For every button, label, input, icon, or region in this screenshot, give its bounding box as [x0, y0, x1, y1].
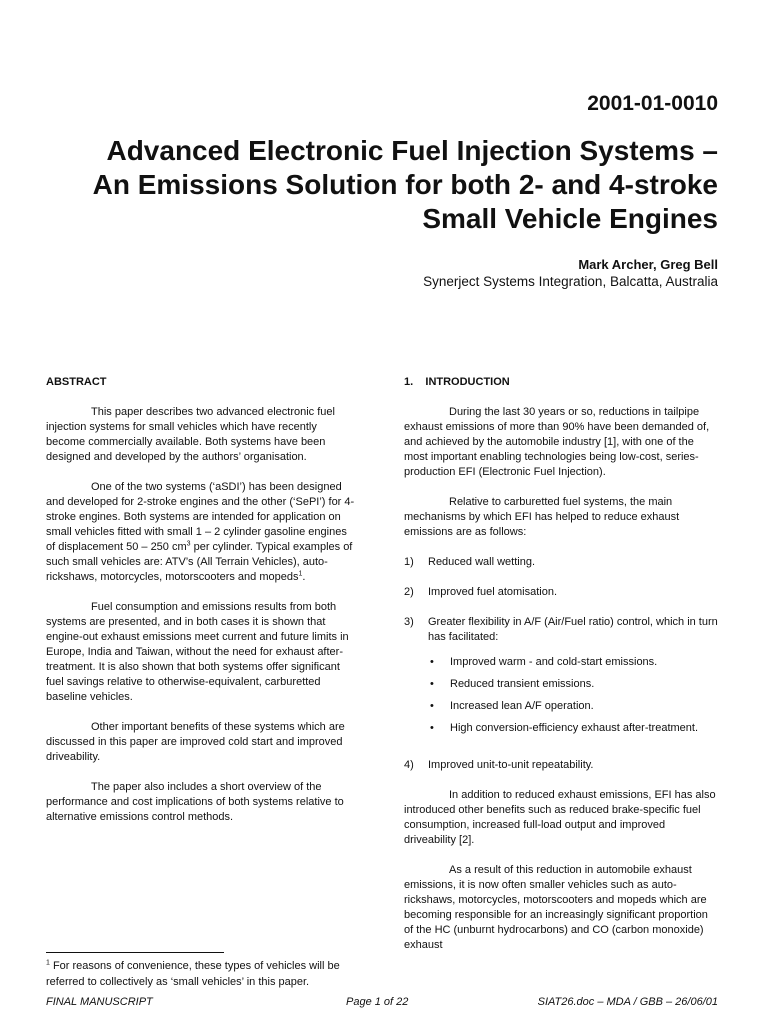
authors: Mark Archer, Greg Bell	[578, 257, 718, 272]
list-item-text: Greater flexibility in A/F (Air/Fuel ratio) control, which in turn has facilitated:	[428, 616, 718, 643]
abstract-paragraph-4: Other important benefits of these systems which are discussed in this paper are improved cold start and improved driveability.	[46, 721, 345, 763]
bullet-text: Improved warm - and cold-start emissions.	[450, 656, 658, 668]
bullet-text: High conversion-efficiency exhaust after-treatment.	[450, 722, 699, 734]
abstract-heading: ABSTRACT	[46, 376, 107, 388]
bullet-icon: •	[430, 700, 434, 712]
bullet-icon: •	[430, 656, 434, 668]
left-column	[46, 375, 356, 840]
abstract-paragraph-1: This paper describes two advanced electronic fuel injection systems for small vehicles which have recently become commercially available. Both systems have been designed and developed by the authors’ organisation.	[46, 406, 335, 463]
bullet-item	[428, 721, 720, 736]
list-item	[404, 585, 720, 600]
list-item-text: Reduced wall wetting.	[428, 556, 536, 568]
footer-manuscript-label: FINAL MANUSCRIPT	[46, 996, 153, 1008]
list-item-text: Improved unit-to-unit repeatability.	[428, 759, 594, 771]
intro-paragraph-4: As a result of this reduction in automobile exhaust emissions, it is now often smaller vehicles such as auto-rickshaws, motorcycles, motorscooters and mopeds which are becoming responsible for an increasingly significant proportion of the HC (unburnt hydrocarbons) and CO (carbon monoxide) exhaust	[404, 864, 708, 951]
list-item	[404, 615, 720, 645]
introduction-heading: 1. INTRODUCTION	[404, 376, 510, 388]
bullet-list	[404, 655, 720, 736]
list-item	[404, 555, 720, 570]
abstract-p2-text-c: .	[302, 571, 306, 583]
footnote-mark: 1	[46, 959, 50, 967]
title-line-2: An Emissions Solution for both 2- and 4-stroke	[92, 169, 718, 200]
abstract-p2-text-a: One of the two systems (‘aSDI’) has been designed and developed for 2-stroke engines and the other (‘SePI’) for 4-stroke engines. Both systems are intended for application on small vehicles fitted with small 1 – 2 cylinder gasoline engines of displacement 50 – 250 cm	[46, 481, 355, 553]
footer-doc-info: SIAT26.doc – MDA / GBB – 26/06/01	[537, 996, 718, 1008]
footer-page-number: Page 1 of 22	[346, 996, 409, 1008]
bullet-text: Reduced transient emissions.	[450, 678, 595, 690]
bullet-item	[428, 677, 720, 692]
bullet-icon: •	[430, 722, 434, 734]
list-item-text: Improved fuel atomisation.	[428, 586, 558, 598]
cm3-superscript: 3	[186, 540, 191, 548]
paper-title	[18, 134, 718, 236]
list-item	[404, 758, 720, 773]
intro-paragraph-2: Relative to carburetted fuel systems, the main mechanisms by which EFI has helped to reduce exhaust emissions are as follows:	[404, 496, 680, 538]
bullet-text: Increased lean A/F operation.	[450, 700, 594, 712]
list-item-number: 1)	[404, 556, 414, 568]
bullet-item	[428, 699, 720, 714]
affiliation: Synerject Systems Integration, Balcatta, Australia	[423, 274, 718, 289]
paper-number: 2001-01-0010	[587, 92, 718, 115]
abstract-paragraph-3: Fuel consumption and emissions results from both systems are presented, and in both cases it is shown that engine-out exhaust emissions meet current and future limits in Europe, India and Taiwan, without the need for exhaust after-treatment. It is also shown that both systems offer significant fuel savings relative to otherwise-equivalent, carburetted baseline vehicles.	[46, 601, 349, 703]
bullet-item	[428, 655, 720, 670]
list-item-number: 2)	[404, 586, 414, 598]
abstract-p2-text-b: per cylinder. Typical examples of such small vehicles are: ATV’s (All Terrain Vehicles), auto-rickshaws, motorcycles, motorscooters and mopeds	[46, 541, 353, 583]
abstract-paragraph-2	[46, 480, 356, 585]
intro-paragraph-1: During the last 30 years or so, reductions in tailpipe exhaust emissions of more than 90% have been demanded of, and achieved by the automobile industry [1], with one of the most important enabling technologies being low-cost, series-production EFI (Electronic Fuel Injection).	[404, 406, 710, 478]
footnote-ref-1[interactable]: 1	[298, 570, 303, 578]
list-item-number: 4)	[404, 759, 414, 771]
title-line-3: Small Vehicle Engines	[422, 203, 718, 234]
bullet-icon: •	[430, 678, 434, 690]
title-line-1: Advanced Electronic Fuel Injection Systems –	[106, 135, 718, 166]
footnote	[46, 958, 366, 990]
list-item-number: 3)	[404, 616, 414, 628]
abstract-paragraph-5: The paper also includes a short overview of the performance and cost implications of both systems relative to alternative emissions control methods.	[46, 781, 344, 823]
intro-paragraph-3: In addition to reduced exhaust emissions, EFI has also introduced other benefits such as reduced brake-specific fuel consumption, increased full-load output and improved driveability [2].	[404, 789, 716, 846]
footnote-text: For reasons of convenience, these types of vehicles will be referred to collectively as ‘small vehicles’ in this paper.	[46, 960, 340, 988]
right-column	[404, 375, 720, 968]
footnote-divider	[46, 952, 224, 953]
